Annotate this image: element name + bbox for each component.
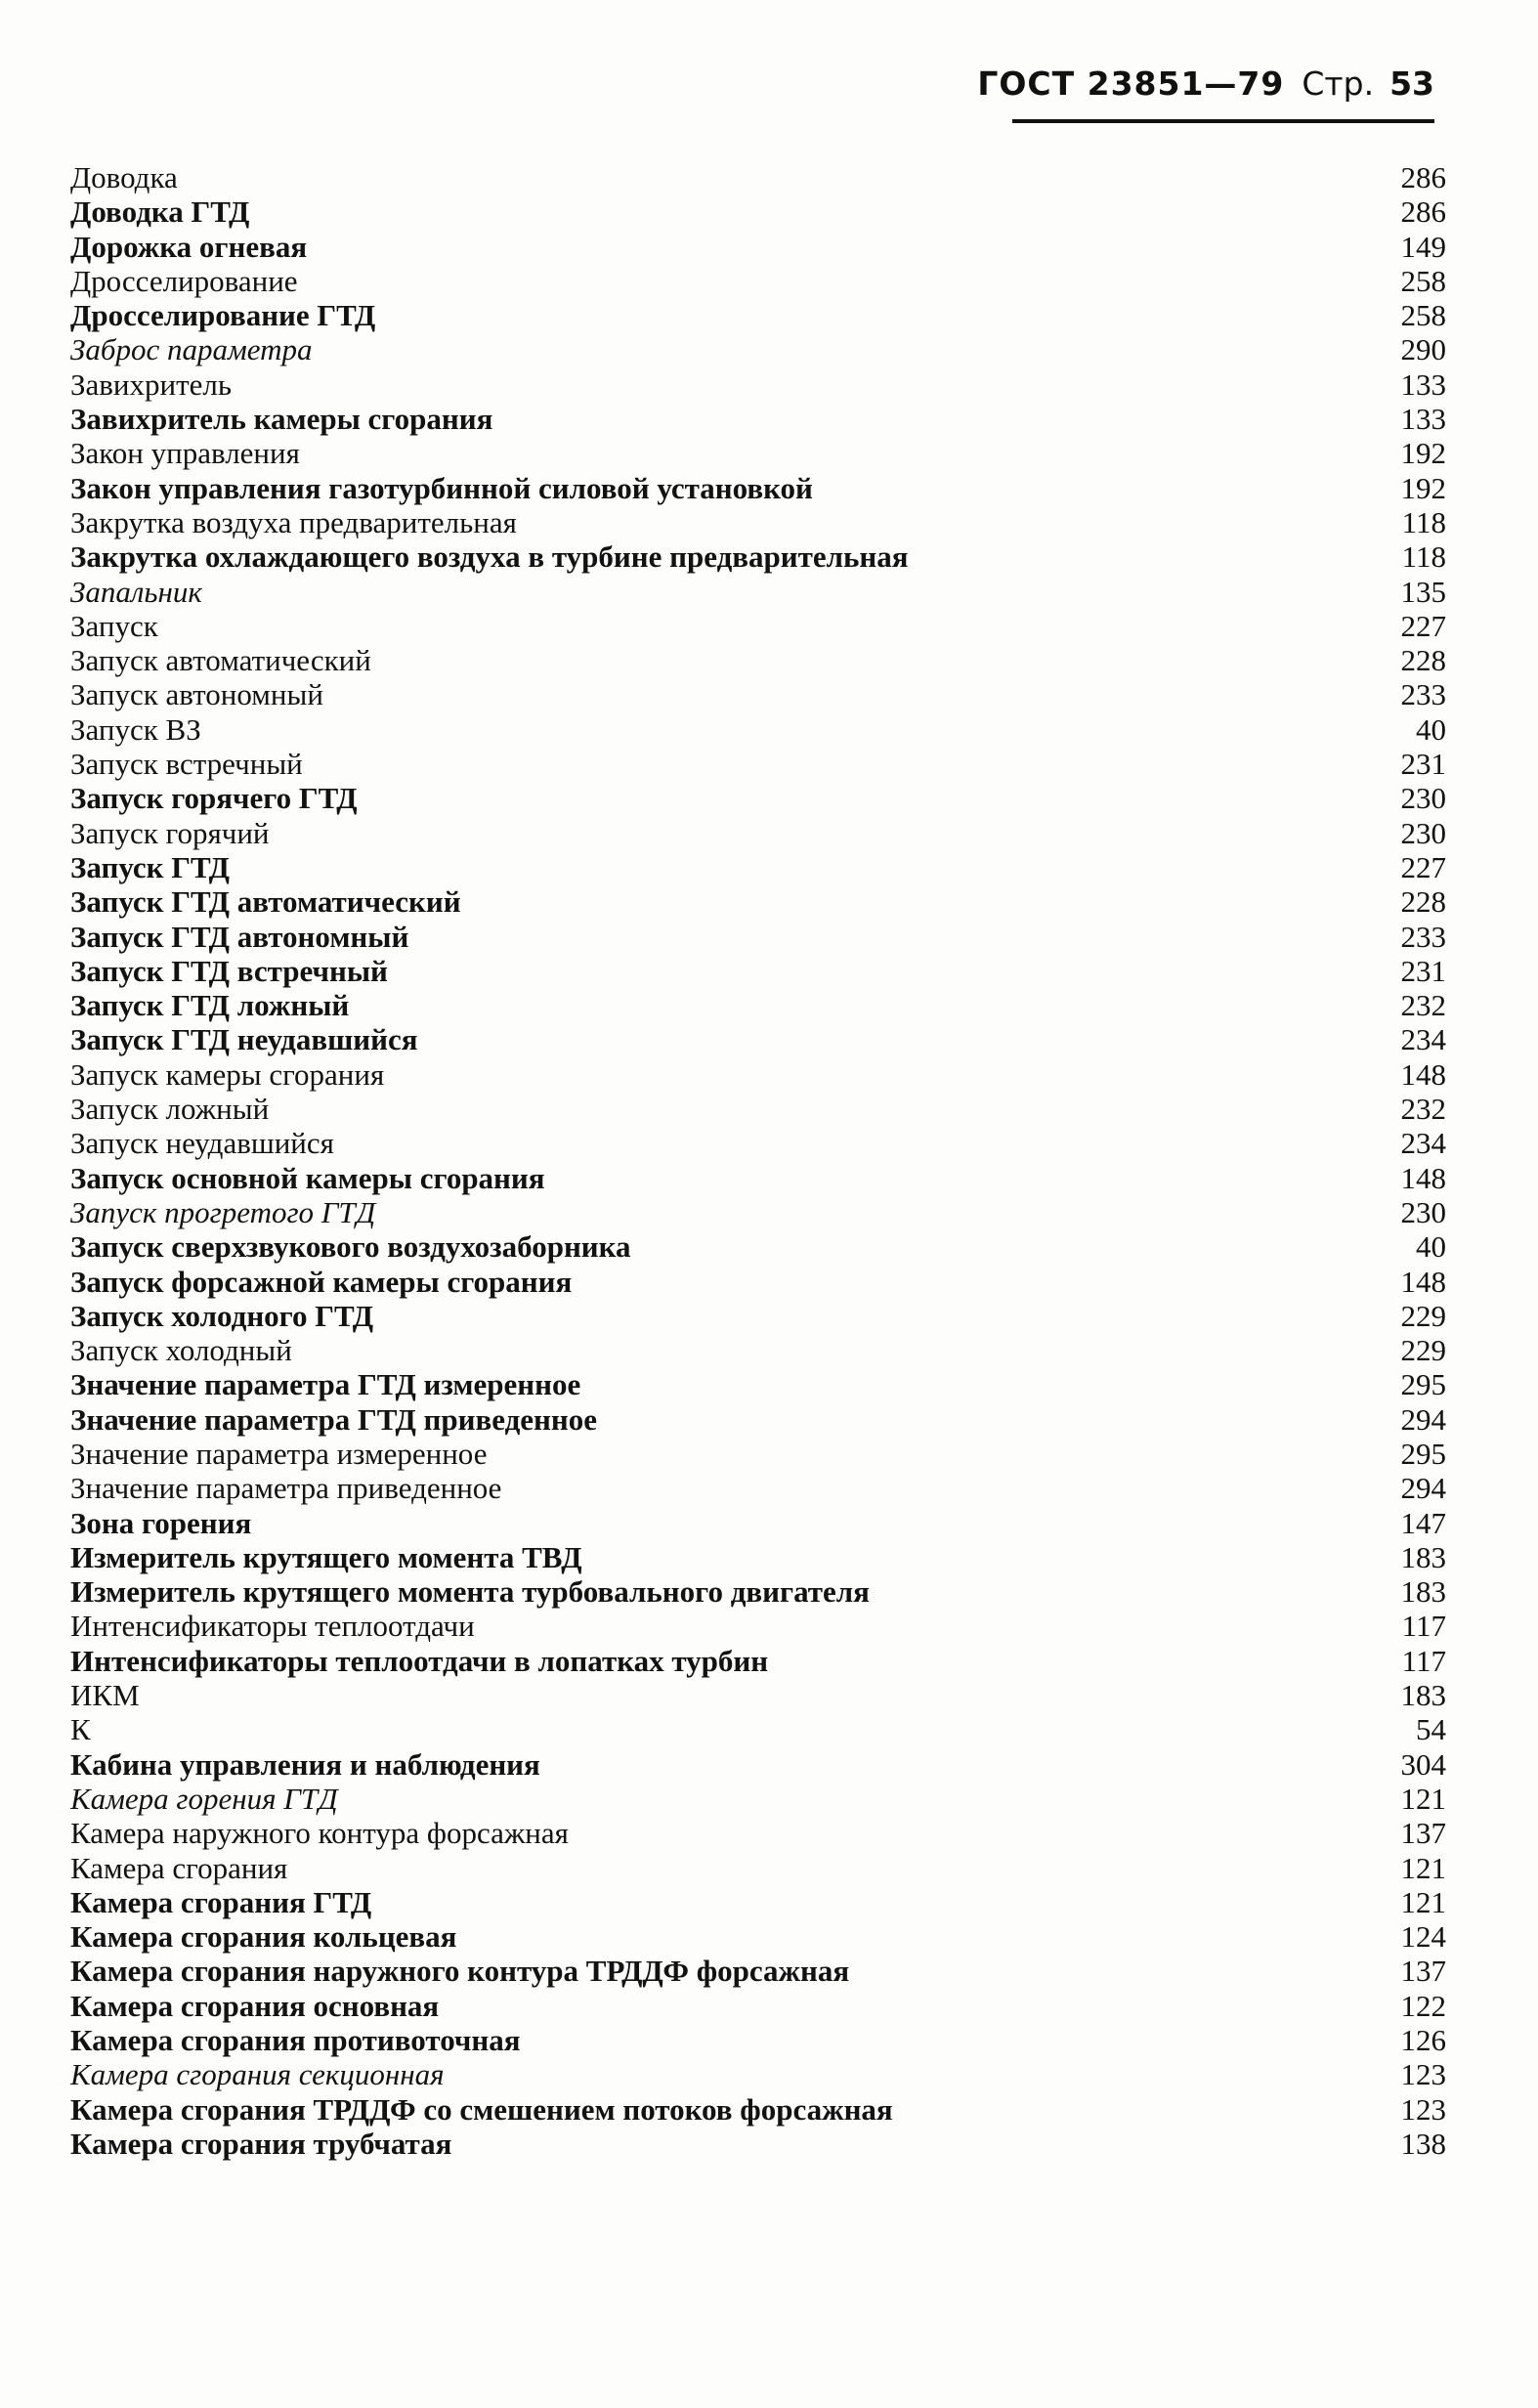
index-entry: [70, 1471, 1446, 1505]
index-entry: [70, 367, 1446, 402]
index-page-ref: 231: [1400, 953, 1446, 988]
index-page-ref: 229: [1400, 1333, 1446, 1368]
index-term: Запуск прогретого ГТД: [70, 1194, 376, 1229]
index-entry: [70, 920, 1446, 954]
page-label: Стр.: [1302, 64, 1375, 103]
index-entry: [70, 194, 1446, 229]
index-term: Запуск ГТД ложный: [70, 988, 350, 1023]
index-page-ref: 233: [1400, 677, 1446, 712]
index-page-ref: 233: [1400, 919, 1446, 954]
index-page-ref: 294: [1400, 1401, 1446, 1437]
index-entry: [70, 988, 1446, 1022]
index-entry: [70, 1782, 1446, 1816]
index-page-ref: 228: [1400, 884, 1446, 920]
index-entry: [70, 1989, 1446, 2023]
index-term: Запуск сверхзвукового воздухозаборника: [70, 1229, 631, 1265]
index-entry: [70, 1367, 1446, 1401]
index-term: Запуск горячего ГТД: [70, 781, 358, 816]
index-page-ref: 295: [1400, 1367, 1446, 1402]
index-page-ref: 137: [1400, 1816, 1446, 1851]
index-entry: [70, 1437, 1446, 1471]
index-term: Запуск холодный: [70, 1333, 292, 1368]
index-entry: [70, 575, 1446, 609]
index-entry: [70, 747, 1446, 781]
index-page-ref: 183: [1400, 1678, 1446, 1713]
index-page-ref: 231: [1400, 747, 1446, 782]
index-term: Камера сгорания противоточная: [70, 2023, 521, 2058]
index-entry: [70, 1712, 1446, 1746]
index-entry: [70, 298, 1446, 332]
index-term: Запуск ложный: [70, 1092, 270, 1127]
index-term: Закон управления газотурбинной силовой установкой: [70, 470, 813, 505]
index-page-ref: 122: [1400, 1988, 1446, 2023]
index-term: Запуск встречный: [70, 747, 303, 782]
index-term: Запуск неудавшийся: [70, 1126, 334, 1161]
index-entry: [70, 609, 1446, 643]
index-term: Запуск форсажной камеры сгорания: [70, 1264, 573, 1299]
index-entry: [70, 884, 1446, 919]
index-term: Запуск холодного ГТД: [70, 1298, 374, 1333]
index-entry: [70, 436, 1446, 470]
index-page-ref: 117: [1401, 1643, 1446, 1678]
index-entry: [70, 1919, 1446, 1954]
header-rule: [1012, 119, 1434, 123]
index-entry: [70, 1885, 1446, 1919]
index-page-ref: 232: [1400, 988, 1446, 1023]
page-number: 53: [1389, 64, 1434, 103]
index-term: Доводка: [70, 160, 178, 194]
index-page-ref: 234: [1400, 1022, 1446, 1057]
index-page-ref: 149: [1400, 229, 1446, 264]
index-page-ref: 295: [1400, 1436, 1446, 1471]
index-entry: [70, 230, 1446, 264]
index-term: Зона горения: [70, 1505, 252, 1540]
index-entry: [70, 505, 1446, 539]
index-page-ref: 227: [1400, 608, 1446, 643]
index-term: Камера сгорания наружного контура ТРДДФ форсажная: [70, 1954, 850, 1989]
index-term: К: [70, 1712, 91, 1747]
index-entry: [70, 1678, 1446, 1712]
index-entry: [70, 1574, 1446, 1609]
index-page-ref: 40: [1416, 1229, 1446, 1265]
index-term: Заброс параметра: [70, 332, 313, 367]
index-entry: [70, 1299, 1446, 1333]
index-entry: [70, 1195, 1446, 1229]
index-entry: [70, 1506, 1446, 1540]
alphabetical-index: [70, 160, 1446, 2161]
index-page-ref: 294: [1400, 1471, 1446, 1506]
index-entry: [70, 1057, 1446, 1092]
index-page-ref: 133: [1400, 402, 1446, 437]
index-page-ref: 230: [1400, 781, 1446, 816]
standard-number: ГОСТ 23851—79: [977, 64, 1285, 103]
index-entry: [70, 1092, 1446, 1126]
index-entry: [70, 1265, 1446, 1299]
index-term: Запуск ГТД автономный: [70, 919, 409, 954]
index-entry: [70, 816, 1446, 850]
index-entry: [70, 1229, 1446, 1264]
index-term: Измеритель крутящего момента турбовального двигателя: [70, 1574, 870, 1610]
index-page-ref: 121: [1400, 1781, 1446, 1816]
index-page-ref: 234: [1400, 1126, 1446, 1161]
index-page-ref: 121: [1400, 1850, 1446, 1885]
index-page-ref: 148: [1400, 1264, 1446, 1299]
index-entry: [70, 1747, 1446, 1782]
index-entry: [70, 1644, 1446, 1678]
index-page-ref: 286: [1400, 160, 1446, 194]
index-term: Запуск основной камеры сгорания: [70, 1160, 545, 1195]
index-page-ref: 147: [1400, 1505, 1446, 1540]
index-term: Запуск ГТД неудавшийся: [70, 1022, 418, 1057]
index-term: ИКМ: [70, 1678, 140, 1713]
index-term: Камера сгорания трубчатая: [70, 2126, 452, 2161]
index-page-ref: 54: [1416, 1712, 1446, 1747]
index-page-ref: 183: [1400, 1574, 1446, 1610]
index-entry: [70, 1402, 1446, 1437]
index-entry: [70, 2092, 1446, 2127]
index-term: Запуск горячий: [70, 815, 270, 850]
index-entry: [70, 1022, 1446, 1056]
index-page-ref: 123: [1400, 2057, 1446, 2092]
index-page-ref: 118: [1401, 504, 1446, 539]
index-page-ref: 121: [1400, 1884, 1446, 1919]
index-page-ref: 117: [1401, 1609, 1446, 1644]
index-entry: [70, 677, 1446, 711]
index-entry: [70, 1609, 1446, 1643]
index-term: Камера сгорания основная: [70, 1988, 440, 2023]
index-entry: [70, 1540, 1446, 1574]
index-page-ref: 123: [1400, 2091, 1446, 2127]
index-page-ref: 232: [1400, 1092, 1446, 1127]
index-entry: [70, 2023, 1446, 2057]
index-page-ref: 118: [1401, 539, 1446, 575]
index-page-ref: 40: [1416, 711, 1446, 747]
index-page-ref: 135: [1400, 574, 1446, 609]
index-entry: [70, 1816, 1446, 1850]
index-term: Запуск камеры сгорания: [70, 1056, 385, 1092]
index-page-ref: 228: [1400, 643, 1446, 678]
index-page-ref: 286: [1400, 194, 1446, 230]
index-page-ref: 133: [1400, 366, 1446, 402]
index-entry: [70, 264, 1446, 298]
index-term: Дросселирование ГТД: [70, 298, 376, 333]
index-term: Запуск ГТД: [70, 849, 231, 884]
index-term: Камера горения ГТД: [70, 1781, 338, 1816]
index-term: Камера сгорания ТРДДФ со смешением потоков форсажная: [70, 2091, 893, 2127]
index-page-ref: 148: [1400, 1056, 1446, 1092]
page-header: [977, 64, 1434, 103]
index-page-ref: 227: [1400, 849, 1446, 884]
index-term: Значение параметра ГТД приведенное: [70, 1401, 598, 1437]
index-term: Интенсификаторы теплоотдачи в лопатках турбин: [70, 1643, 769, 1678]
index-term: Измеритель крутящего момента ТВД: [70, 1539, 582, 1574]
index-entry: [70, 954, 1446, 988]
index-term: Камера сгорания ГТД: [70, 1884, 372, 1919]
index-page-ref: 230: [1400, 815, 1446, 850]
index-page-ref: 290: [1400, 332, 1446, 367]
index-term: Запальник: [70, 574, 202, 609]
index-term: Дросселирование: [70, 263, 298, 298]
index-term: Запуск ВЗ: [70, 711, 201, 747]
index-term: Доводка ГТД: [70, 194, 250, 230]
index-entry: [70, 402, 1446, 436]
index-page-ref: 138: [1400, 2126, 1446, 2161]
index-page-ref: 126: [1400, 2023, 1446, 2058]
index-entry: [70, 1161, 1446, 1195]
index-entry: [70, 1954, 1446, 1988]
index-page-ref: 229: [1400, 1298, 1446, 1333]
index-entry: [70, 2127, 1446, 2161]
index-entry: [70, 539, 1446, 574]
index-term: Завихритель: [70, 366, 233, 402]
index-entry: [70, 1333, 1446, 1367]
index-page-ref: 230: [1400, 1194, 1446, 1229]
index-term: Значение параметра ГТД измеренное: [70, 1367, 581, 1402]
index-entry: [70, 643, 1446, 677]
index-term: Интенсификаторы теплоотдачи: [70, 1609, 475, 1644]
index-term: Дорожка огневая: [70, 229, 308, 264]
index-term: Запуск ГТД автоматический: [70, 884, 461, 920]
index-entry: [70, 1851, 1446, 1885]
index-page-ref: 124: [1400, 1919, 1446, 1955]
index-page-ref: 137: [1400, 1954, 1446, 1989]
index-page-ref: 258: [1400, 263, 1446, 298]
index-term: Закрутка охлаждающего воздуха в турбине предварительная: [70, 539, 909, 575]
index-entry: [70, 160, 1446, 194]
index-term: Камера сгорания секционная: [70, 2057, 445, 2092]
index-entry: [70, 471, 1446, 505]
index-term: Завихритель камеры сгорания: [70, 402, 493, 437]
index-page-ref: 304: [1400, 1746, 1446, 1782]
index-term: Камера сгорания: [70, 1850, 288, 1885]
index-page-ref: 183: [1400, 1539, 1446, 1574]
index-page-ref: 258: [1400, 298, 1446, 333]
index-term: Закон управления: [70, 436, 300, 471]
index-page-ref: 148: [1400, 1160, 1446, 1195]
index-term: Запуск автоматический: [70, 643, 371, 678]
index-page-ref: 192: [1400, 470, 1446, 505]
index-entry: [70, 850, 1446, 884]
index-term: Закрутка воздуха предварительная: [70, 504, 517, 539]
index-term: Значение параметра приведенное: [70, 1471, 502, 1506]
index-entry: [70, 332, 1446, 366]
index-term: Кабина управления и наблюдения: [70, 1746, 540, 1782]
index-term: Камера наружного контура форсажная: [70, 1816, 569, 1851]
index-entry: [70, 712, 1446, 747]
index-term: Камера сгорания кольцевая: [70, 1919, 457, 1955]
index-entry: [70, 2057, 1446, 2091]
index-term: Значение параметра измеренное: [70, 1436, 488, 1471]
index-page-ref: 192: [1400, 436, 1446, 471]
index-term: Запуск: [70, 608, 158, 643]
index-entry: [70, 1126, 1446, 1160]
index-term: Запуск ГТД встречный: [70, 953, 388, 988]
index-entry: [70, 781, 1446, 815]
index-term: Запуск автономный: [70, 677, 323, 712]
